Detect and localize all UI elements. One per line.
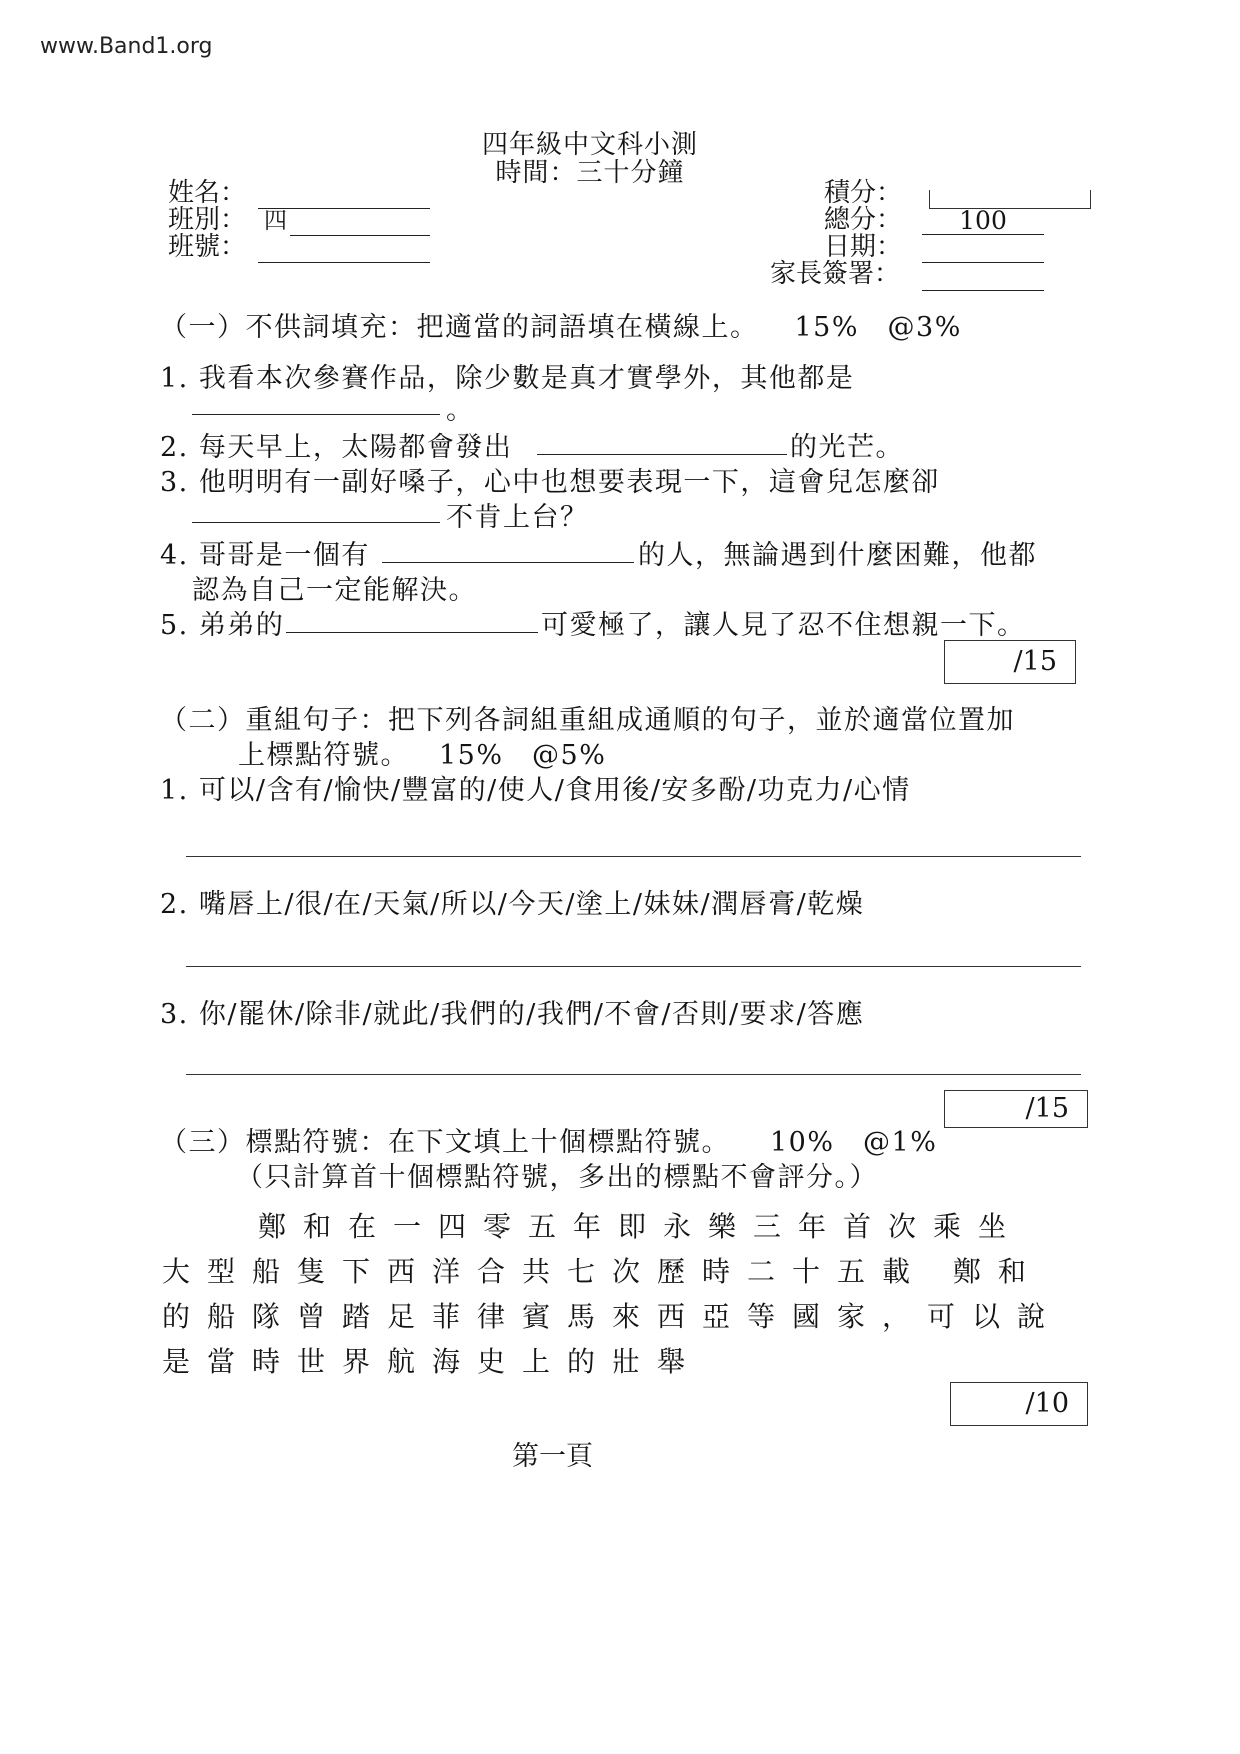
name-field[interactable] <box>258 182 430 209</box>
section3-score-box[interactable] <box>950 1382 1088 1426</box>
s2-q2-text: 2. 嘴唇上/很/在/天氣/所以/今天/塗上/妹妹/潤唇膏/乾燥 <box>160 889 865 920</box>
s2-q1-answer-line[interactable] <box>186 856 1081 857</box>
total-value: 100 <box>922 208 1044 235</box>
passage-line-4: 是當時世界航海史上的壯舉 <box>162 1345 703 1378</box>
class-number-field[interactable] <box>258 236 430 263</box>
passage-line-2: 大型船隻下西洋合共七次歷時二十五載 鄭和 <box>162 1255 1043 1288</box>
section3-marks: 10% @1% <box>770 1127 938 1158</box>
s2-q3-text: 3. 你/罷休/除非/就此/我們的/我們/不會/否則/要求/答應 <box>160 999 865 1030</box>
s1-q4-blank[interactable] <box>382 534 634 563</box>
passage-line-1: 鄭和在一四零五年即永樂三年首次乘坐 <box>258 1210 1024 1243</box>
s1-q1-text: 1. 我看本次參賽作品，除少數是真才實學外，其他都是 <box>160 363 855 394</box>
class-field[interactable] <box>290 209 430 236</box>
s1-q5-blank[interactable] <box>286 604 538 633</box>
score-label: 積分： <box>824 178 903 208</box>
section1-score-box[interactable] <box>944 640 1076 684</box>
s1-q1-end: 。 <box>446 395 475 426</box>
section2-score: /15 <box>1025 1093 1069 1124</box>
total-label: 總分： <box>824 205 903 235</box>
s1-q5-text: 5. 弟弟的 <box>160 610 285 641</box>
class-number-label: 班號： <box>168 232 247 262</box>
site-url: www.Band1.org <box>40 34 213 59</box>
s1-q4-cont: 認為自己一定能解決。 <box>192 575 477 606</box>
passage-line-3: 的船隊曾踏足菲律賓馬來西亞等國家，可以說 <box>162 1300 1063 1333</box>
s1-q4-end: 的人，無論遇到什麼困難，他都 <box>638 540 1037 571</box>
s1-q5-end: 可愛極了，讓人見了忍不住想親一下。 <box>541 610 1026 641</box>
parent-signature-field[interactable] <box>922 264 1044 291</box>
section3-score: /10 <box>1025 1388 1069 1419</box>
section2-score-box[interactable] <box>944 1090 1088 1128</box>
date-field[interactable] <box>922 236 1044 263</box>
s1-q2-blank[interactable] <box>537 426 787 455</box>
exam-time: 時間：三十分鐘 <box>495 158 685 188</box>
class-label: 班別： <box>168 205 247 235</box>
section1-marks: 15% @3% <box>794 312 962 343</box>
section3-heading <box>160 1120 937 1159</box>
s1-q3-blank[interactable] <box>192 494 440 523</box>
section2-marks: 15% @5% <box>439 740 607 771</box>
section2-heading-line2 <box>238 733 606 772</box>
section1-heading-text: （一）不供詞填充：把適當的詞語填在橫線上。 <box>160 312 759 343</box>
s1-q3-end: 不肯上台？ <box>446 502 589 533</box>
section3-note: （只計算首十個標點符號，多出的標點不會評分。） <box>236 1162 878 1193</box>
section1-heading <box>160 305 962 344</box>
parent-signature-label: 家長簽署： <box>770 259 901 289</box>
name-label: 姓名： <box>168 178 247 208</box>
class-value: 四 <box>264 208 287 234</box>
section3-heading-text: （三）標點符號：在下文填上十個標點符號。 <box>160 1127 730 1158</box>
section2-heading-line1: （二）重組句子：把下列各詞組重組成通順的句子，並於適當位置加 <box>160 705 1015 736</box>
s1-q1-blank[interactable] <box>192 386 440 415</box>
section1-score: /15 <box>1013 646 1057 677</box>
s2-q3-answer-line[interactable] <box>186 1074 1081 1075</box>
s2-q2-answer-line[interactable] <box>186 966 1081 967</box>
s2-q1-text: 1. 可以/含有/愉快/豐富的/使人/食用後/安多酚/功克力/心情 <box>160 775 911 806</box>
s1-q2-end: 的光芒。 <box>790 432 904 463</box>
section2-heading-text: 上標點符號。 <box>238 740 409 771</box>
s1-q4-text: 4. 哥哥是一個有 <box>160 540 370 571</box>
s1-q2-text: 2. 每天早上，太陽都會發出 <box>160 432 513 463</box>
date-label: 日期： <box>824 232 903 262</box>
exam-title: 四年級中文科小測 <box>481 130 698 160</box>
s1-q3-text: 3. 他明明有一副好嗓子，心中也想要表現一下，這會兒怎麼卻 <box>160 467 940 498</box>
page-number: 第一頁 <box>512 1441 593 1472</box>
score-box[interactable] <box>929 190 1091 209</box>
